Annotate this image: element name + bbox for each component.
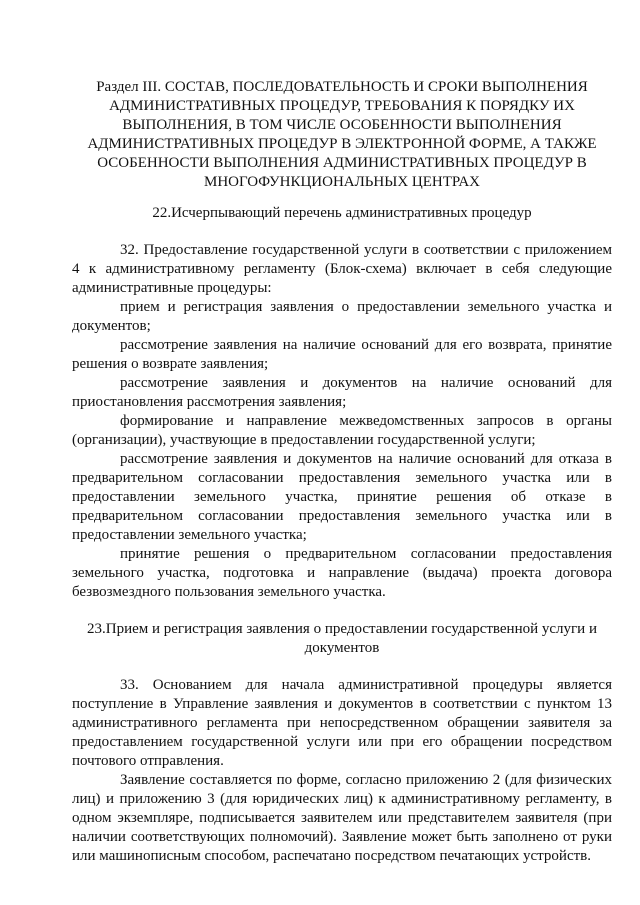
document-page <box>72 78 612 866</box>
procedure-item-6: принятие решения о предварительном согласовании предоставления земельного участка, подготовка и направление (выдача) проекта договора безвозмездного пользования земельного участка. <box>72 546 612 600</box>
subsection-22-title: 22.Исчерпывающий перечень административных процедур <box>152 205 532 221</box>
paragraph-32: 32. Предоставление государственной услуги в соответствии с приложением 4 к административному регламенту (Блок-схема) включает в себя следующие административные процедуры: <box>72 242 612 296</box>
procedure-item-1: прием и регистрация заявления о предоставлении земельного участка и документов; <box>72 299 612 334</box>
application-form-paragraph: Заявление составляется по форме, согласно приложению 2 (для физических лиц) и приложению 3 (для юридических лиц) к административному регламенту, в одном экземпляре, подписывается заявителем или представителем заявителя (при наличии соответствующих полномочий). Заявление может быть заполнено от руки или машинописным способом, распечатано посредством печатающих устройств. <box>72 772 612 864</box>
subsection-23-title: 23.Прием и регистрация заявления о предоставлении государственной услуги и документов <box>86 621 597 656</box>
subsection-23-body <box>72 676 612 866</box>
procedure-item-3: рассмотрение заявления и документов на наличие оснований для приостановления рассмотрения заявления; <box>72 375 612 410</box>
procedure-item-4: формирование и направление межведомственных запросов в органы (организации), участвующие в предоставлении государственной услуги; <box>72 413 612 448</box>
section-title: Раздел III. СОСТАВ, ПОСЛЕДОВАТЕЛЬНОСТЬ И СРОКИ ВЫПОЛНЕНИЯ АДМИНИСТРАТИВНЫХ ПРОЦЕДУР, ТРЕБОВАНИЯ К ПОРЯДКУ ИХ ВЫПОЛНЕНИЯ, В ТОМ ЧИСЛЕ ОСОБЕННОСТИ ВЫПОЛНЕНИЯ АДМИНИСТРАТИВНЫХ ПРОЦЕДУР В ЭЛЕКТРОННОЙ ФОРМЕ, А ТАКЖЕ ОСОБЕННОСТИ ВЫПОЛНЕНИЯ АДМИНИСТРАТИВНЫХ ПРОЦЕДУР В МНОГОФУНКЦИОНАЛЬНЫХ ЦЕНТРАХ <box>87 79 597 190</box>
subsection-22-body <box>72 241 612 602</box>
paragraph-33: 33. Основанием для начала административной процедуры является поступление в Управление заявления и документов в соответствии с пунктом 13 административного регламента при непосредственном обращении заявителя за предоставлением государственной услуги или при его обращении посредством почтового отправления. <box>72 677 612 769</box>
procedure-item-5: рассмотрение заявления и документов на наличие оснований для отказа в предварительном согласовании предоставления земельного участка или в предоставлении земельного участка, принятие решения об отказе в предварительном согласовании предоставления земельного участка или в предоставлении земельного участка; <box>72 451 612 543</box>
procedure-item-2: рассмотрение заявления на наличие оснований для его возврата, принятие решения о возврате заявления; <box>72 337 612 372</box>
